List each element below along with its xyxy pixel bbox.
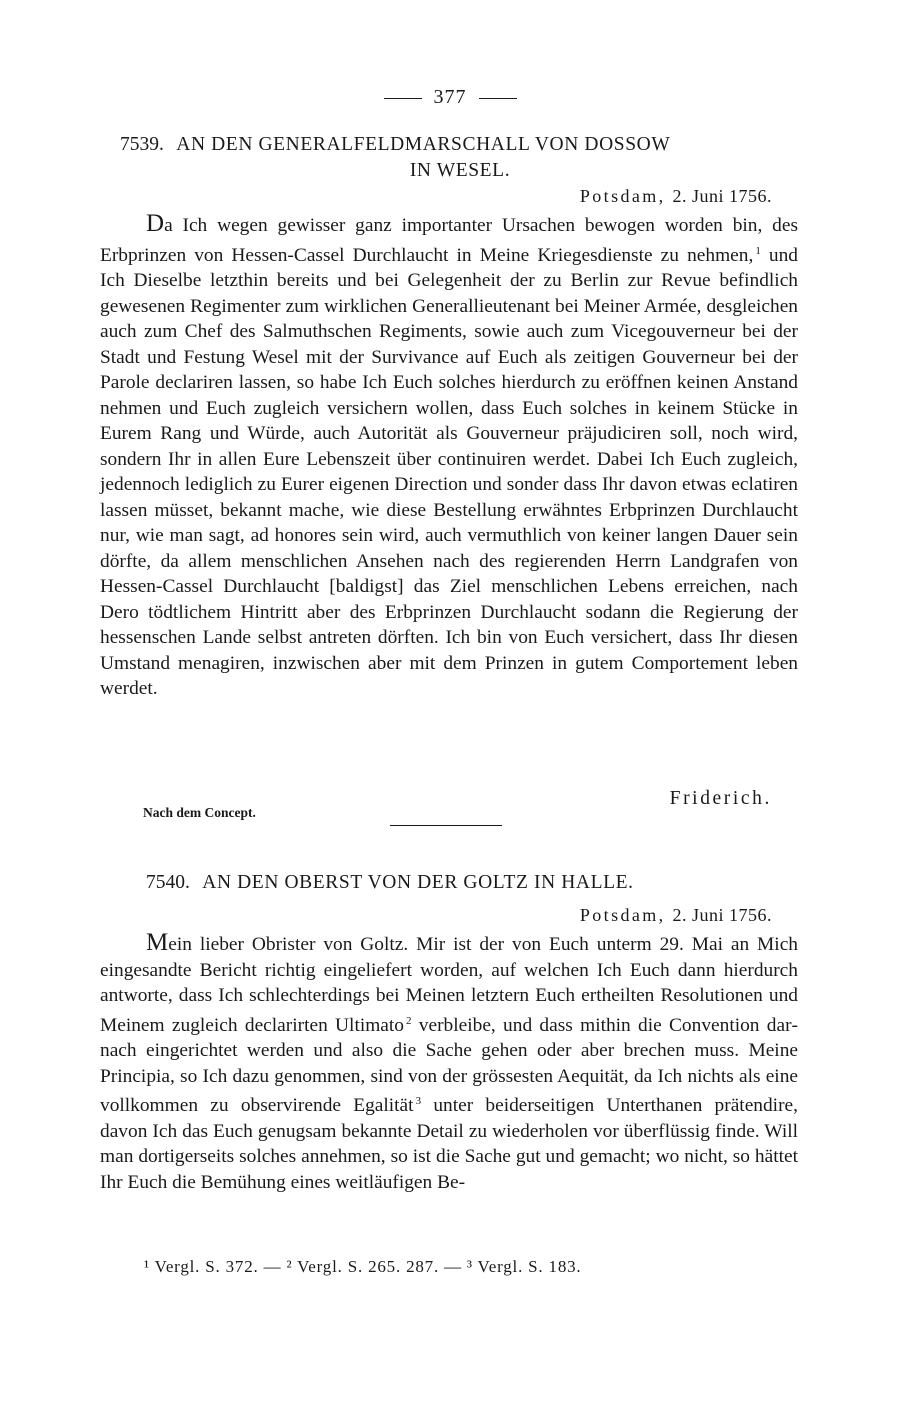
letter-heading-7540 — [146, 870, 826, 896]
dateline-date: 2. Juni 1756. — [672, 186, 772, 206]
header-dash-left — [384, 98, 422, 99]
dateline-place: Potsdam, — [579, 905, 666, 925]
footnote-marker: 2 — [406, 1014, 412, 1027]
body-text-segment: ein lieber Obrister von Goltz. Mir ist der von Euch unterm 29. Mai an Mich eingesandte Bericht richtig eingeliefert worden, auf welchen Ich Euch dann hierdurch antworte, dass Ich schlechterdings bei Meinen letztern Euch ertheilten Resolutionen und Meinem zugleich declarirten Ultimato — [100, 934, 798, 1036]
letter-paragraph — [100, 930, 798, 1195]
footnotes: ¹ Vergl. S. 372. — ² Vergl. S. 265. 287. — ³ Vergl. S. 183. — [144, 1257, 582, 1276]
letter-number: 7539. — [120, 134, 164, 155]
letter-body-7540 — [100, 930, 798, 1195]
letter-heading-line1: AN DEN OBERST VON DER GOLTZ IN HALLE. — [202, 872, 634, 893]
letter-dateline — [580, 186, 772, 207]
initial-letter: D — [146, 210, 165, 237]
body-text-segment: unter beiderseitigen Unterthanen prätendire, davon Ich das Euch genugsam bekannte Detail zu wiederholen vor überflüssig finde. Will man dortigerseits solches annehmen, so ist die Sache gut und gemacht; wo nicht, so hättet Ihr Euch die Bemühung eines weitläufigen Be- — [100, 1095, 798, 1193]
page-number — [0, 86, 900, 109]
body-text-segment: und Ich Dieselbe letzthin bereits und bei Gelegenheit der zu Berlin zur Revue befindlich gewesenen Regimenter zum wirklichen Generallieutenant bei Meiner Armée, desgleichen auch zum Chef des Salmuthschen Regiments, sowie auch zum Vicegouverneur bei der Stadt und Festung Wesel mit der Survivance auf Euch als zeitigen Gouverneur bei der Parole declariren lassen, so habe Ich Euch solches hierdurch zu eröffnen keinen Anstand nehmen und Euch zugleich versichern wollen, dass Euch solches in keinem Stücke in Eurem Rang und Würde, auch Autorität als Gouverneur präjudiciren soll, noch wird, sondern Ihr in allen Eure Lebenszeit über continuiren werdet. Dabei Ich Euch zugleich, jedennoch lediglich zu Eurer eigenen Direction und sonder dass Ihr davon etwas eclatiren lassen müsset, bekannt mache, wie diese Bestellung erwähntes Erbprinzen Durchlaucht nur, wie man sagt, ad honores sein wird, auch vermuthlich von keiner langen Dauer sein dörfte, da allem menschlichen Ansehen nach des regierenden Herrn Landgrafen von Hessen-Cassel Durchlaucht [baldigst] das Ziel menschlichen Lebens erreichen, nach Dero tödtlichem Hintritt aber des Erbprinzen Durchlaucht sodann die Regierung der hessenschen Lande selbst antreten dörften. Ich bin von Euch versichert, dass Ihr diesen Umstand menagiren, inzwischen aber mit dem Prinzen in gutem Comportement leben werdet. — [100, 244, 798, 699]
header-dash-right — [479, 98, 517, 99]
section-divider — [390, 825, 502, 826]
body-text-segment: a Ich wegen gewisser ganz importanter Ursachen bewogen worden bin, des Erbprinzen von Hessen-Cassel Durchlaucht in Meine Kriegesdienste zu nehmen, — [100, 215, 798, 266]
body-text-segment: verbleibe, und dass mithin die Convention darnach eingerichtet werden und also die Sache gehen oder aber brechen muss. Meine Principia, so Ich dazu genommen, sind von der grössesten Aequität, da Ich nichts als eine vollkommen zu observirende Egalität — [100, 1014, 798, 1116]
letter-heading-7539 — [120, 132, 800, 184]
dateline-place: Potsdam, — [579, 186, 666, 206]
dateline-date: 2. Juni 1756. — [672, 905, 772, 925]
letter-heading-line2: IN WESEL. — [409, 160, 511, 181]
letter-body-7539 — [100, 211, 798, 702]
initial-letter: M — [146, 929, 169, 956]
source-note: Nach dem Concept. — [143, 805, 256, 820]
footnote-marker: 3 — [415, 1095, 422, 1107]
footnote-marker: 1 — [755, 244, 761, 257]
letter-paragraph — [100, 211, 798, 702]
letter-dateline — [580, 905, 772, 926]
page-number-text: 377 — [433, 86, 467, 108]
signature: Friderich. — [669, 788, 772, 809]
letter-heading-line1: AN DEN GENERALFELDMARSCHALL VON DOSSOW — [176, 134, 671, 155]
letter-number: 7540. — [146, 872, 190, 893]
